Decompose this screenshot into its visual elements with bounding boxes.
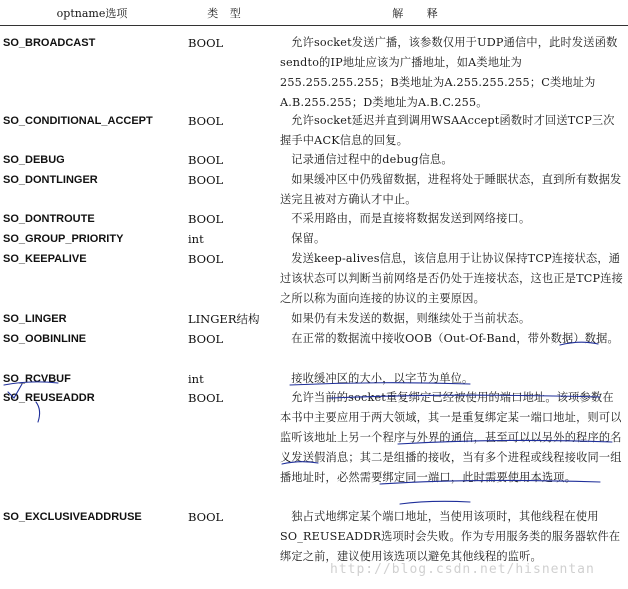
option-type: BOOL bbox=[188, 332, 224, 346]
option-description: 如果仍有未发送的数据，则继续处于当前状态。 bbox=[291, 312, 531, 325]
option-description: 不采用路由，而是直接将数据发送到网络接口。 bbox=[291, 212, 531, 225]
option-description: 允许当前的socket重复绑定已经被使用的端口地址。该项参数在本书中主要应用于两大领域，其一是重复绑定某一端口地址，则可以监听该地址上另一个程序与外界的通信，甚至可以以另外的程序的名义发送假消息；其二是组播的接收，当有多个进程或线程接收同一组播地址时，必然需要绑定同一端口，此时需要使用本选项。 bbox=[280, 391, 622, 484]
option-type: BOOL bbox=[188, 36, 224, 50]
option-description: 发送keep-alives信息，该信息用于让协议保持TCP连接状态，通过该状态可以判断当前网络是否仍处于连接状态，这也正是TCP连接之所以称为面向连接的协议的主要原因。 bbox=[280, 252, 624, 305]
option-description: 允许socket发送广播，该参数仅用于UDP通信中，此时发送函数sendto的IP地址应该为广播地址，如A类地址为255.255.255.255；B类地址为A.255.255.255；C类地址为A.B.255.255；D类地址为A.B.C.255。 bbox=[280, 36, 618, 109]
option-name: SO_BROADCAST bbox=[3, 37, 96, 49]
option-name: SO_LINGER bbox=[3, 313, 67, 325]
option-description: 记录通信过程中的debug信息。 bbox=[291, 153, 453, 166]
option-name: SO_DEBUG bbox=[3, 154, 65, 166]
watermark: http://blog.csdn.net/hisnentan bbox=[330, 562, 595, 577]
option-name: SO_DONTROUTE bbox=[3, 213, 95, 225]
option-type: BOOL bbox=[188, 114, 224, 128]
option-name: SO_GROUP_PRIORITY bbox=[3, 233, 124, 245]
option-name: SO_RCVBUF bbox=[3, 373, 71, 385]
option-type: BOOL bbox=[188, 252, 224, 266]
option-type: int bbox=[188, 372, 204, 386]
option-name: SO_EXCLUSIVEADDRUSE bbox=[3, 511, 142, 523]
option-description: 允许socket延迟并直到调用WSAAccept函数时才回送TCP三次握手中ACK信息的回复。 bbox=[280, 114, 615, 147]
option-type: BOOL bbox=[188, 391, 224, 405]
option-type: int bbox=[188, 232, 204, 246]
option-type: BOOL bbox=[188, 510, 224, 524]
option-type: LINGER结构 bbox=[188, 312, 260, 326]
column-header-optname: optname选项 bbox=[56, 7, 128, 20]
option-name: SO_KEEPALIVE bbox=[3, 253, 87, 265]
underline-reuseaddr-line6 bbox=[400, 501, 470, 504]
column-header-description: 解 释 bbox=[392, 7, 448, 20]
column-header-type: 类 型 bbox=[207, 7, 245, 20]
option-description: 如果缓冲区中仍残留数据，进程将处于睡眠状态，直到所有数据发送完且被对方确认才中止。 bbox=[280, 173, 622, 206]
option-name: SO_REUSEADDR bbox=[3, 392, 95, 404]
header-divider bbox=[0, 25, 628, 26]
option-description: 独占式地绑定某个端口地址，当使用该项时，其他线程在使用SO_REUSEADDR选项时会失败。作为专用服务类的服务器软件在绑定之前，建议使用该选项以避免其他线程的监听。 bbox=[280, 510, 621, 563]
option-type: BOOL bbox=[188, 153, 224, 167]
option-type: BOOL bbox=[188, 212, 224, 226]
option-description: 保留。 bbox=[291, 232, 326, 245]
option-name: SO_DONTLINGER bbox=[3, 174, 98, 186]
option-name: SO_OOBINLINE bbox=[3, 333, 87, 345]
option-name: SO_CONDITIONAL_ACCEPT bbox=[3, 115, 153, 127]
option-type: BOOL bbox=[188, 173, 224, 187]
option-description: 在正常的数据流中接收OOB（Out-Of-Band，带外数据）数据。 bbox=[291, 332, 619, 345]
option-description: 接收缓冲区的大小，以字节为单位。 bbox=[291, 372, 474, 385]
